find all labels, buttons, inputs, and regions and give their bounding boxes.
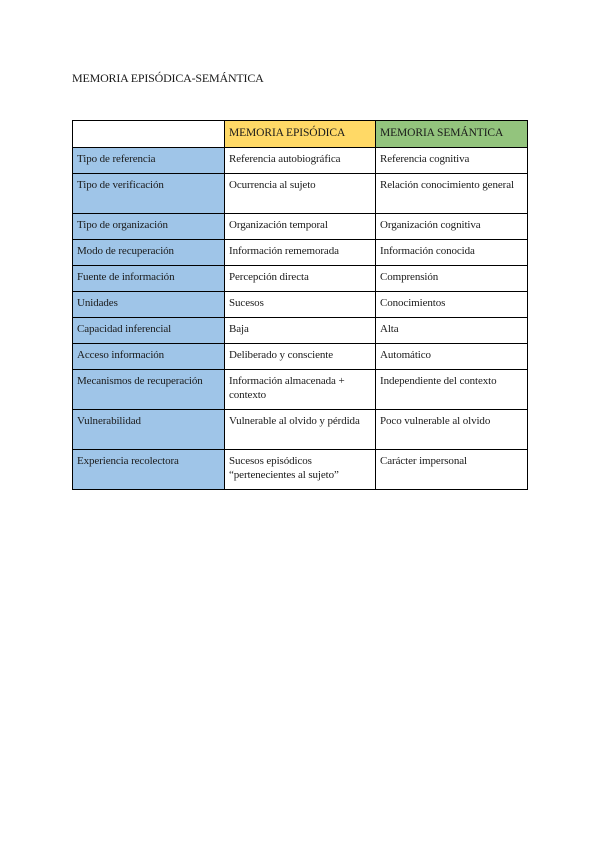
episodic-cell: Deliberado y consciente bbox=[225, 344, 376, 370]
semantic-cell: Automático bbox=[376, 344, 528, 370]
semantic-cell: Comprensión bbox=[376, 266, 528, 292]
episodic-cell: Información rememorada bbox=[225, 240, 376, 266]
semantic-cell: Relación conocimiento general bbox=[376, 174, 528, 214]
table-row bbox=[73, 450, 528, 490]
table-header-row bbox=[73, 121, 528, 148]
row-label: Acceso información bbox=[73, 344, 225, 370]
table-row bbox=[73, 344, 528, 370]
semantic-cell: Independiente del contexto bbox=[376, 370, 528, 410]
document-title: MEMORIA EPISÓDICA-SEMÁNTICA bbox=[72, 71, 264, 85]
row-label: Unidades bbox=[73, 292, 225, 318]
semantic-cell: Información conocida bbox=[376, 240, 528, 266]
semantic-cell: Poco vulnerable al olvido bbox=[376, 410, 528, 450]
semantic-cell: Alta bbox=[376, 318, 528, 344]
episodic-cell: Información almacenada + contexto bbox=[225, 370, 376, 410]
table-row bbox=[73, 410, 528, 450]
header-semantic: MEMORIA SEMÁNTICA bbox=[376, 121, 528, 148]
table-row bbox=[73, 292, 528, 318]
table-row bbox=[73, 318, 528, 344]
semantic-cell: Conocimientos bbox=[376, 292, 528, 318]
header-episodic: MEMORIA EPISÓDICA bbox=[225, 121, 376, 148]
table-row bbox=[73, 174, 528, 214]
table-row bbox=[73, 240, 528, 266]
row-label: Tipo de referencia bbox=[73, 148, 225, 174]
episodic-cell: Baja bbox=[225, 318, 376, 344]
episodic-cell: Referencia autobiográfica bbox=[225, 148, 376, 174]
row-label: Experiencia recolectora bbox=[73, 450, 225, 490]
header-blank-cell bbox=[73, 121, 225, 148]
episodic-cell: Organización temporal bbox=[225, 214, 376, 240]
row-label: Vulnerabilidad bbox=[73, 410, 225, 450]
row-label: Tipo de verificación bbox=[73, 174, 225, 214]
table-row bbox=[73, 370, 528, 410]
row-label: Fuente de información bbox=[73, 266, 225, 292]
episodic-cell: Sucesos episódicos “pertenecientes al sujeto” bbox=[225, 450, 376, 490]
row-label: Capacidad inferencial bbox=[73, 318, 225, 344]
episodic-cell: Ocurrencia al sujeto bbox=[225, 174, 376, 214]
row-label: Mecanismos de recuperación bbox=[73, 370, 225, 410]
semantic-cell: Organización cognitiva bbox=[376, 214, 528, 240]
semantic-cell: Carácter impersonal bbox=[376, 450, 528, 490]
table-row bbox=[73, 266, 528, 292]
episodic-cell: Sucesos bbox=[225, 292, 376, 318]
table-row bbox=[73, 148, 528, 174]
comparison-table bbox=[72, 120, 528, 490]
row-label: Modo de recuperación bbox=[73, 240, 225, 266]
episodic-cell: Vulnerable al olvido y pérdida bbox=[225, 410, 376, 450]
semantic-cell: Referencia cognitiva bbox=[376, 148, 528, 174]
table-row bbox=[73, 214, 528, 240]
row-label: Tipo de organización bbox=[73, 214, 225, 240]
episodic-cell: Percepción directa bbox=[225, 266, 376, 292]
